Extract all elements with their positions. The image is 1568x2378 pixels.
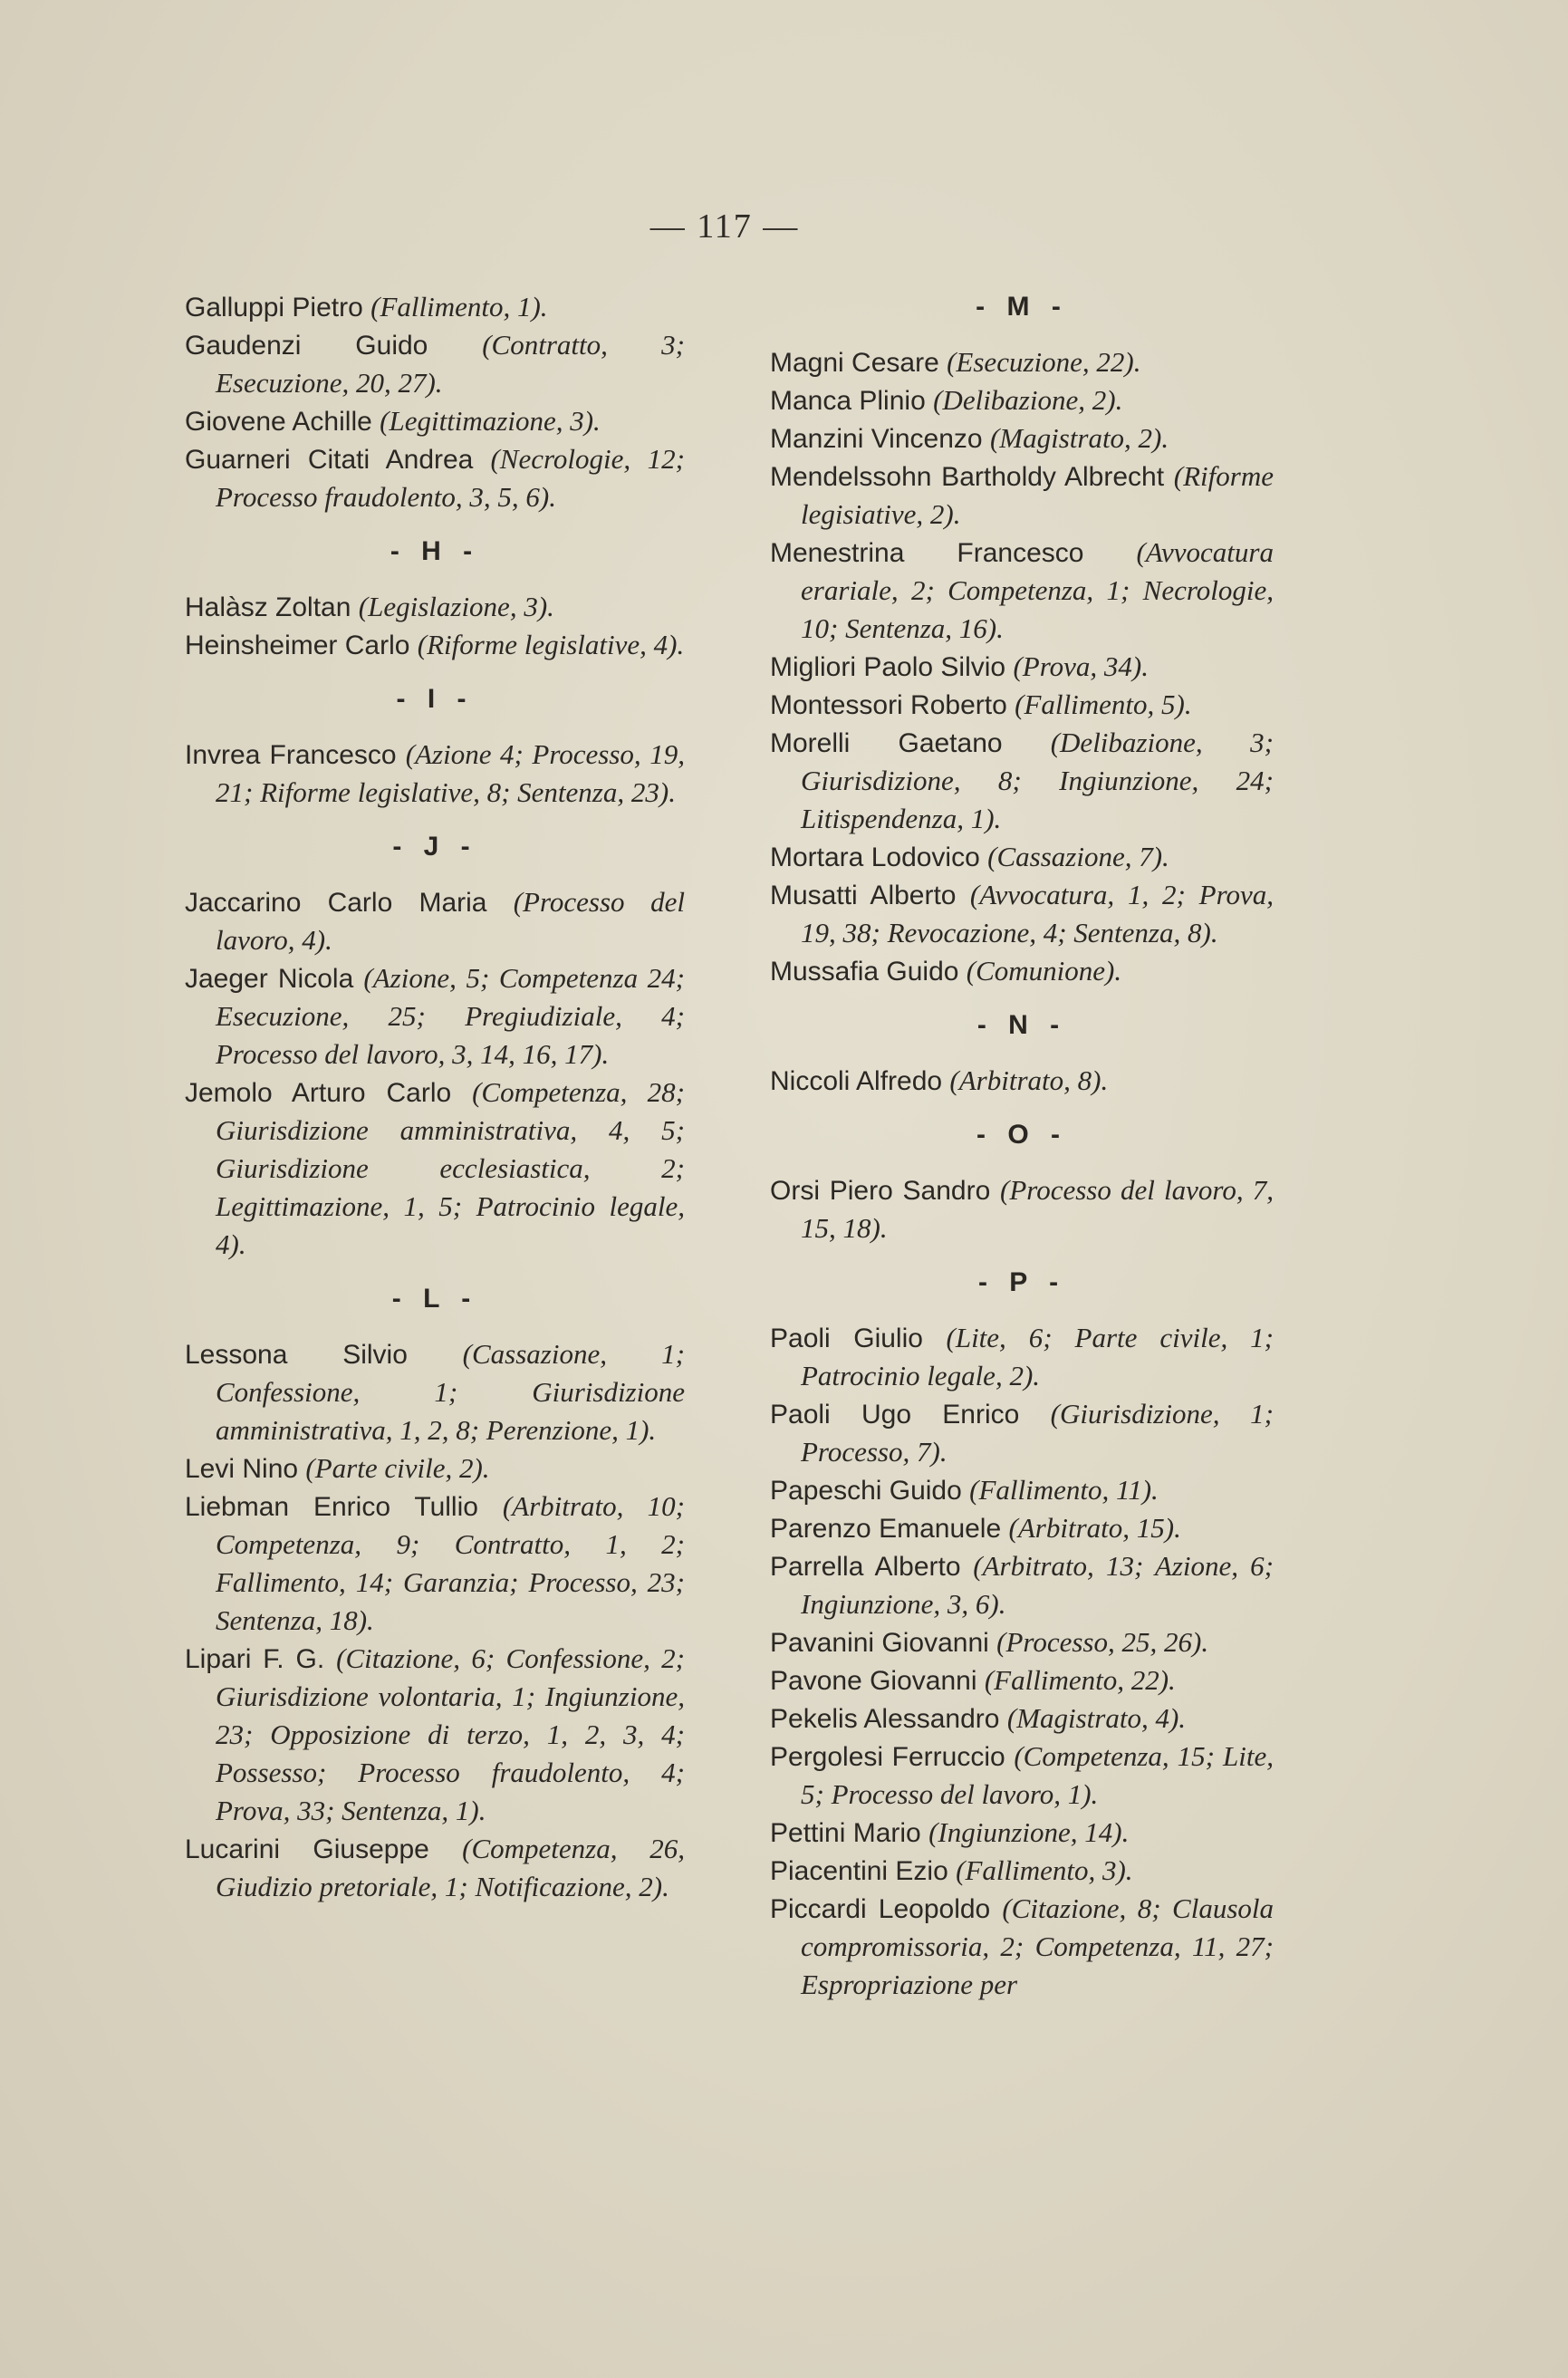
index-entry xyxy=(185,883,685,959)
index-entry xyxy=(770,1852,1274,1890)
topic-references: (Lite, 6; Parte civile, 1; Patrocinio legale, 2). xyxy=(801,1322,1274,1391)
section-letter-heading: - H - xyxy=(390,536,480,566)
topic-references: (Avvocatura erariale, 2; Competenza, 1; Necrologie, 10; Sentenza, 16). xyxy=(801,536,1274,644)
topic-references: (Giurisdizione, 1; Processo, 7). xyxy=(801,1398,1275,1468)
index-entry xyxy=(770,1814,1274,1852)
author-name: Parrella Alberto xyxy=(770,1552,961,1582)
author-name: Guarneri Citati Andrea xyxy=(185,445,474,475)
author-name: Pavone Giovanni xyxy=(770,1666,977,1696)
topic-references: (Ingiunzione, 14). xyxy=(928,1816,1130,1848)
index-entry xyxy=(770,1623,1274,1661)
index-entry xyxy=(185,736,685,812)
topic-references: (Contratto, 3; Esecuzione, 20, 27). xyxy=(216,329,685,399)
author-name: Levi Nino xyxy=(185,1454,299,1484)
topic-references: (Competenza, 26, Giudizio pretoriale, 1; Notificazione, 2). xyxy=(216,1833,685,1902)
index-entry xyxy=(770,1738,1274,1814)
topic-references: (Arbitrato, 10; Competenza, 9; Contratto, 1, 2; Fallimento, 14; Garanzia; Processo, 23; Sentenza, 18). xyxy=(216,1490,685,1636)
author-name: Paoli Ugo Enrico xyxy=(770,1400,1020,1430)
right-column xyxy=(770,288,1274,2004)
topic-references: (Azione, 5; Competenza 24; Esecuzione, 25; Pregiudiziale, 4; Processo del lavoro, 3, 14, 16, 17). xyxy=(216,962,685,1070)
index-entry xyxy=(770,838,1274,876)
topic-references: (Fallimento, 22). xyxy=(984,1664,1176,1696)
index-entry xyxy=(185,402,685,440)
topic-references: (Azione 4; Processo, 19, 21; Riforme legislative, 8; Sentenza, 23). xyxy=(216,738,685,808)
index-entry xyxy=(770,1547,1274,1623)
author-name: Musatti Alberto xyxy=(770,881,957,910)
author-name: Manca Plinio xyxy=(770,386,926,416)
index-entry xyxy=(185,1830,685,1906)
author-name: Pekelis Alessandro xyxy=(770,1704,1000,1734)
author-name: Lucarini Giuseppe xyxy=(185,1834,429,1864)
index-entry xyxy=(770,1062,1274,1100)
index-entry xyxy=(770,876,1274,952)
index-entry xyxy=(770,534,1274,648)
section-letter-heading: - I - xyxy=(396,684,474,714)
topic-references: (Avvocatura, 1, 2; Prova, 19, 38; Revocazione, 4; Sentenza, 8). xyxy=(801,879,1274,948)
author-name: Gaudenzi Guido xyxy=(185,331,428,361)
author-name: Pavanini Giovanni xyxy=(770,1628,989,1658)
index-entry xyxy=(770,686,1274,724)
index-entry xyxy=(185,1073,685,1264)
index-entry xyxy=(185,626,685,664)
index-entry xyxy=(770,343,1274,381)
index-entry xyxy=(770,1661,1274,1699)
author-name: Manzini Vincenzo xyxy=(770,424,983,454)
author-name: Halàsz Zoltan xyxy=(185,592,351,622)
index-entry xyxy=(185,1449,685,1487)
author-name: Jaccarino Carlo Maria xyxy=(185,888,487,918)
index-entry xyxy=(185,1640,685,1830)
topic-references: (Cassazione, 7). xyxy=(987,841,1169,872)
index-entry xyxy=(185,1335,685,1449)
section-letter-heading: - P - xyxy=(977,1267,1066,1297)
index-entry xyxy=(770,1319,1274,1395)
author-name: Jaeger Nicola xyxy=(185,964,354,994)
section-letter-heading: - L - xyxy=(391,1284,478,1314)
author-name: Galluppi Pietro xyxy=(185,293,363,323)
topic-references: (Arbitrato, 13; Azione, 6; Ingiunzione, 3, 6). xyxy=(801,1550,1274,1620)
topic-references: (Processo del lavoro, 7, 15, 18). xyxy=(801,1174,1274,1244)
index-entry xyxy=(770,1471,1274,1509)
topic-references: (Delibazione, 2). xyxy=(933,384,1123,416)
topic-references: (Citazione, 8; Clausola compromissoria, 2; Competenza, 11, 27; Espropriazione per xyxy=(801,1892,1274,2000)
index-entry xyxy=(185,959,685,1073)
author-name: Invrea Francesco xyxy=(185,740,397,770)
page-number: — 117 — xyxy=(649,207,800,246)
topic-references: (Fallimento, 3). xyxy=(956,1854,1133,1886)
topic-references: (Magistrato, 4). xyxy=(1006,1702,1187,1734)
index-entry xyxy=(770,1699,1274,1738)
topic-references: (Arbitrato, 15). xyxy=(1008,1512,1181,1544)
author-name: Piccardi Leopoldo xyxy=(770,1894,991,1924)
topic-references: (Delibazione, 3; Giurisdizione, 8; Ingiunzione, 24; Litispendenza, 1). xyxy=(801,727,1274,834)
topic-references: (Cassazione, 1; Confessione, 1; Giurisdizione amministrativa, 1, 2, 8; Perenzione, 1). xyxy=(216,1338,685,1446)
author-name: Papeschi Guido xyxy=(770,1476,962,1506)
topic-references: (Competenza, 28; Giurisdizione amministrativa, 4, 5; Giurisdizione ecclesiastica, 2; Legittimazione, 1, 5; Patrocinio legale, 4). xyxy=(216,1076,686,1260)
author-name: Morelli Gaetano xyxy=(770,728,1003,758)
author-name: Piacentini Ezio xyxy=(770,1856,948,1886)
author-name: Mussafia Guido xyxy=(770,957,959,987)
section-letter-heading: - M - xyxy=(976,292,1068,322)
author-name: Pergolesi Ferruccio xyxy=(770,1742,1005,1772)
author-name: Menestrina Francesco xyxy=(770,538,1084,568)
topic-references: (Fallimento, 1). xyxy=(370,291,548,323)
author-name: Jemolo Arturo Carlo xyxy=(185,1078,452,1108)
topic-references: (Necrologie, 12; Processo fraudolento, 3, 5, 6). xyxy=(216,443,685,513)
index-entry xyxy=(185,288,685,326)
author-name: Liebman Enrico Tullio xyxy=(185,1492,478,1522)
topic-references: (Comunione). xyxy=(966,955,1122,987)
topic-references: (Legislazione, 3). xyxy=(358,591,554,622)
author-name: Giovene Achille xyxy=(185,407,372,437)
author-name: Paoli Giulio xyxy=(770,1324,923,1353)
index-entry xyxy=(770,648,1274,686)
topic-references: (Riforme legisiative, 2). xyxy=(801,460,1274,530)
topic-references: (Parte civile, 2). xyxy=(305,1452,490,1484)
section-letter-heading: - O - xyxy=(976,1120,1067,1150)
author-name: Mortara Lodovico xyxy=(770,842,980,872)
topic-references: (Prova, 34). xyxy=(1013,650,1149,682)
index-entry xyxy=(770,1171,1274,1247)
topic-references: (Esecuzione, 22). xyxy=(947,346,1141,378)
topic-references: (Arbitrato, 8). xyxy=(949,1064,1109,1096)
author-name: Niccoli Alfredo xyxy=(770,1066,943,1096)
index-entry xyxy=(185,440,685,516)
author-name: Orsi Piero Sandro xyxy=(770,1176,991,1206)
index-entry xyxy=(770,724,1274,838)
topic-references: (Processo del lavoro, 4). xyxy=(216,886,685,956)
author-name: Mendelssohn Bartholdy Albrecht xyxy=(770,462,1165,492)
topic-references: (Riforme legislative, 4). xyxy=(417,629,685,660)
section-letter-heading: - J - xyxy=(392,832,477,862)
topic-references: (Competenza, 15; Lite, 5; Processo del lavoro, 1). xyxy=(801,1740,1274,1810)
author-name: Lessona Silvio xyxy=(185,1340,408,1370)
author-name: Parenzo Emanuele xyxy=(770,1514,1002,1544)
author-name: Heinsheimer Carlo xyxy=(185,631,410,660)
topic-references: (Citazione, 6; Confessione, 2; Giurisdizione volontaria, 1; Ingiunzione, 23; Opposizione di terzo, 1, 2, 3, 4; Possesso; Processo fraudolento, 4; Prova, 33; Sentenza, 1). xyxy=(216,1642,685,1826)
index-entry xyxy=(770,1395,1274,1471)
index-entry xyxy=(185,588,685,626)
index-entry xyxy=(185,326,685,402)
section-letter-heading: - N - xyxy=(976,1010,1067,1040)
index-entry xyxy=(770,457,1274,534)
topic-references: (Fallimento, 5). xyxy=(1015,688,1192,720)
index-entry xyxy=(770,419,1274,457)
index-entry xyxy=(770,1509,1274,1547)
index-entry xyxy=(770,952,1274,990)
topic-references: (Fallimento, 11). xyxy=(969,1474,1159,1506)
author-name: Migliori Paolo Silvio xyxy=(770,652,1006,682)
author-name: Pettini Mario xyxy=(770,1818,921,1848)
index-entry xyxy=(770,381,1274,419)
left-column xyxy=(185,288,685,1906)
author-name: Montessori Roberto xyxy=(770,690,1007,720)
author-name: Magni Cesare xyxy=(770,348,939,378)
author-name: Lipari F. G. xyxy=(185,1644,325,1674)
index-entry xyxy=(770,1890,1274,2004)
topic-references: (Legittimazione, 3). xyxy=(380,405,601,437)
index-entry xyxy=(185,1487,685,1640)
topic-references: (Processo, 25, 26). xyxy=(996,1626,1209,1658)
topic-references: (Magistrato, 2). xyxy=(989,422,1169,454)
